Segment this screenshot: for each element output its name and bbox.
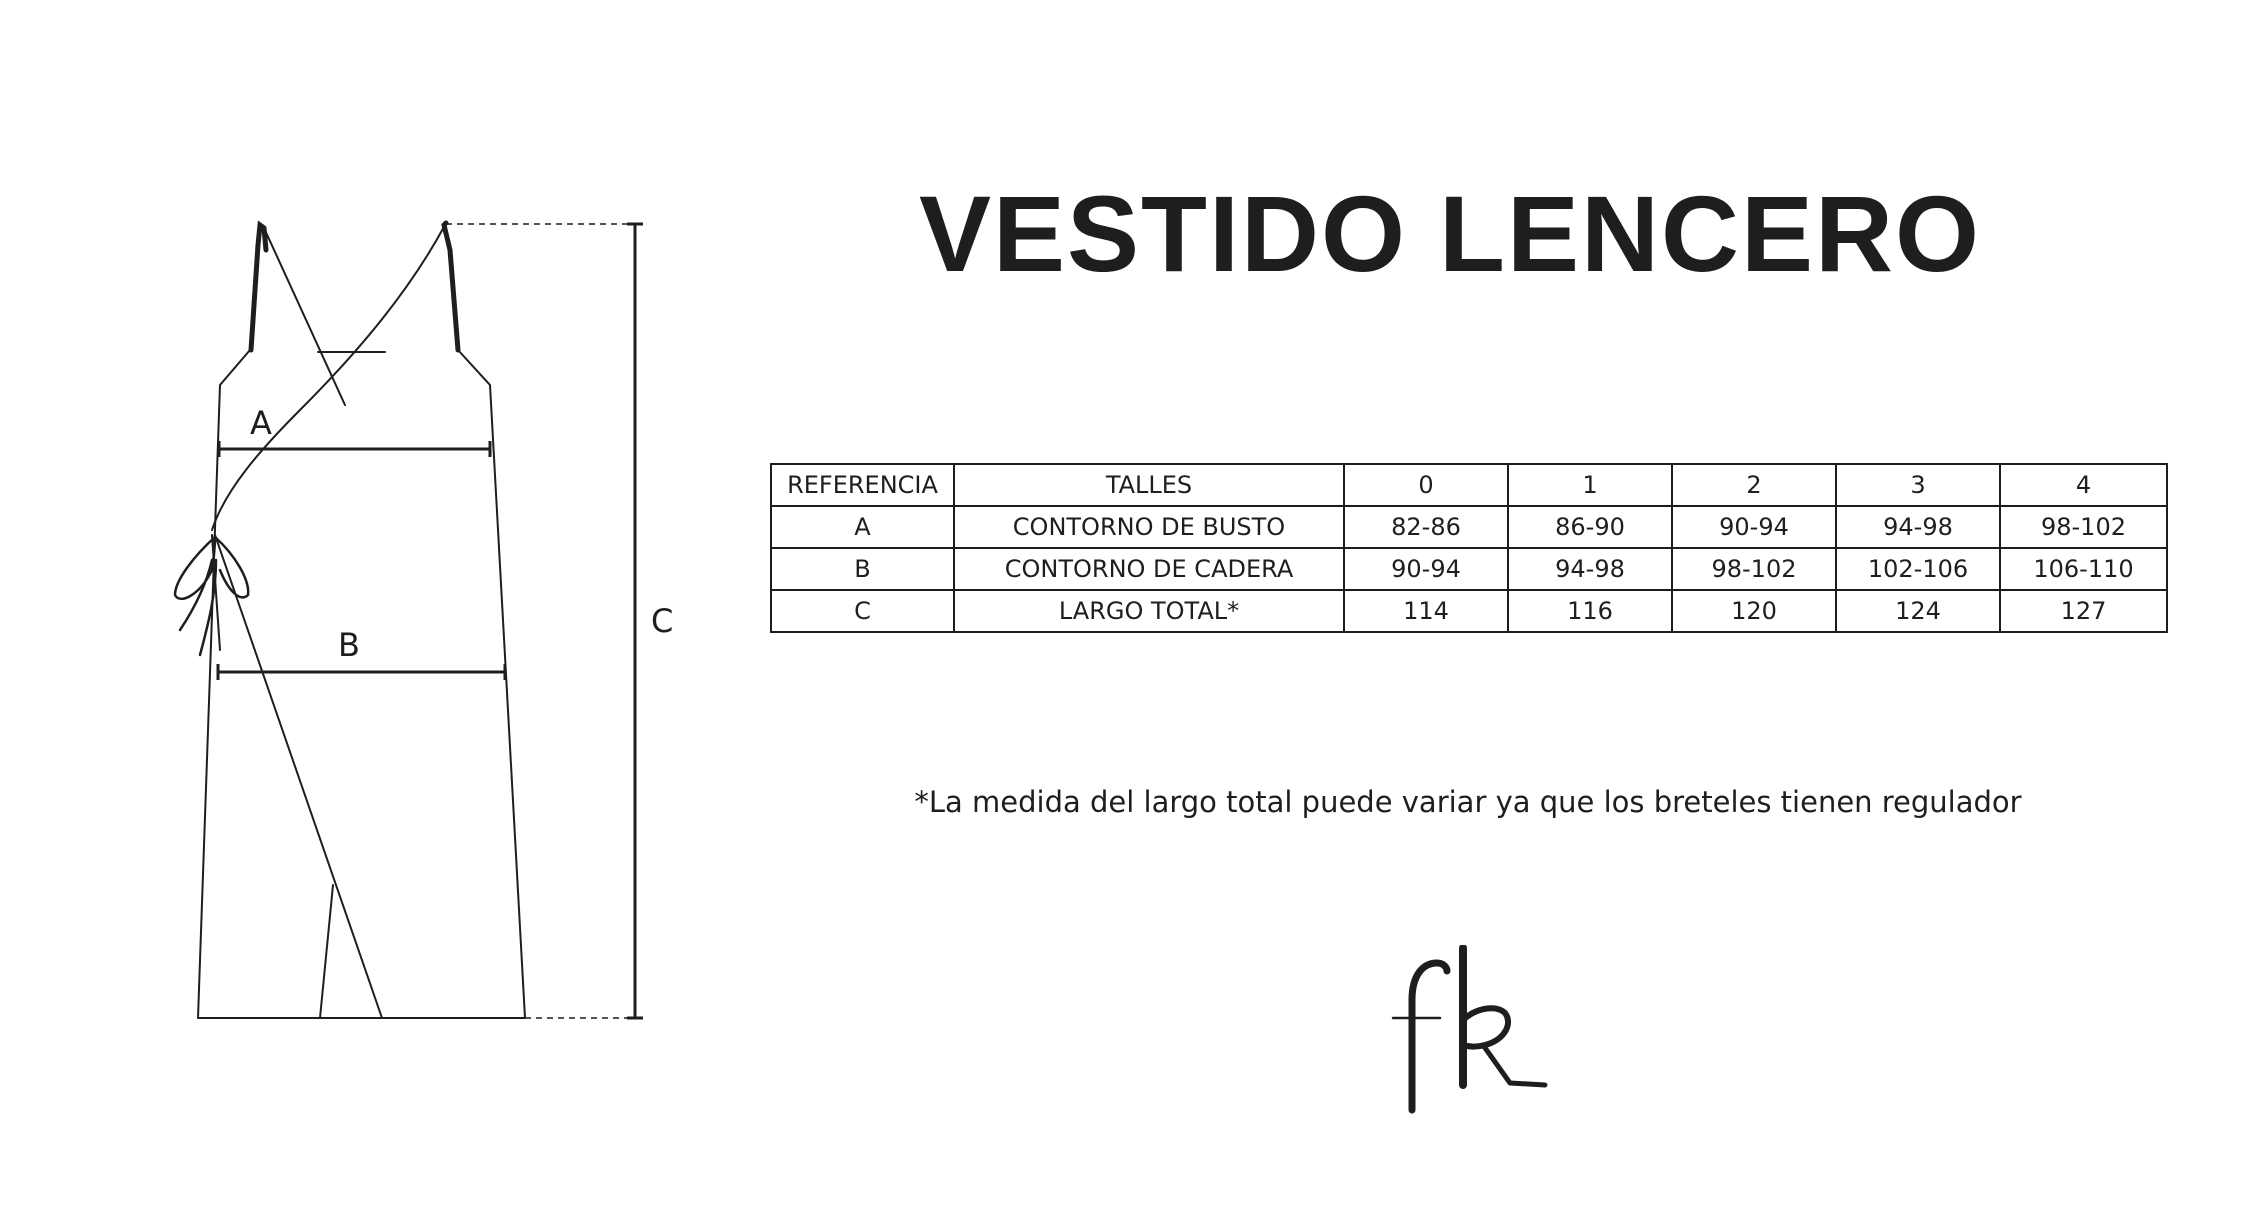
row-ref: C: [771, 590, 954, 632]
table-cell: 90-94: [1344, 548, 1508, 590]
table-cell: 106-110: [2000, 548, 2167, 590]
row-ref: A: [771, 506, 954, 548]
header-cell-size-1: 1: [1508, 464, 1672, 506]
straps: [251, 223, 458, 350]
measure-a-label: A: [250, 404, 272, 442]
table-header-row: [771, 464, 2167, 506]
table-row: [771, 590, 2167, 632]
header-cell-size-0: 0: [1344, 464, 1508, 506]
header-cell-referencia: REFERENCIA: [771, 464, 954, 506]
fk-monogram-icon: [1385, 945, 1555, 1115]
table-row: [771, 506, 2167, 548]
size-table: [770, 463, 2168, 633]
table-cell: 102-106: [1836, 548, 2000, 590]
table-cell: 94-98: [1508, 548, 1672, 590]
header-cell-size-3: 3: [1836, 464, 2000, 506]
dress-diagram: [0, 0, 900, 1231]
table-cell: 120: [1672, 590, 1836, 632]
table-cell: 98-102: [2000, 506, 2167, 548]
table-cell: 86-90: [1508, 506, 1672, 548]
table-cell: 82-86: [1344, 506, 1508, 548]
table-cell: 98-102: [1672, 548, 1836, 590]
table-cell: 90-94: [1672, 506, 1836, 548]
header-cell-talles: TALLES: [954, 464, 1344, 506]
measure-b-label: B: [338, 626, 360, 664]
row-label: CONTORNO DE CADERA: [954, 548, 1344, 590]
table-row: [771, 548, 2167, 590]
header-cell-size-4: 4: [2000, 464, 2167, 506]
row-ref: B: [771, 548, 954, 590]
page-title: VESTIDO LENCERO: [918, 173, 1982, 294]
table-cell: 124: [1836, 590, 2000, 632]
table-cell: 127: [2000, 590, 2167, 632]
measure-c: [446, 224, 643, 1018]
row-label: LARGO TOTAL*: [954, 590, 1344, 632]
measure-c-label: C: [651, 602, 674, 640]
table-cell: 94-98: [1836, 506, 2000, 548]
dress-outline: [198, 225, 525, 1018]
footnote: *La medida del largo total puede variar ya que los breteles tienen regulador: [914, 785, 2022, 819]
row-label: CONTORNO DE BUSTO: [954, 506, 1344, 548]
table-cell: 116: [1508, 590, 1672, 632]
header-cell-size-2: 2: [1672, 464, 1836, 506]
table-cell: 114: [1344, 590, 1508, 632]
